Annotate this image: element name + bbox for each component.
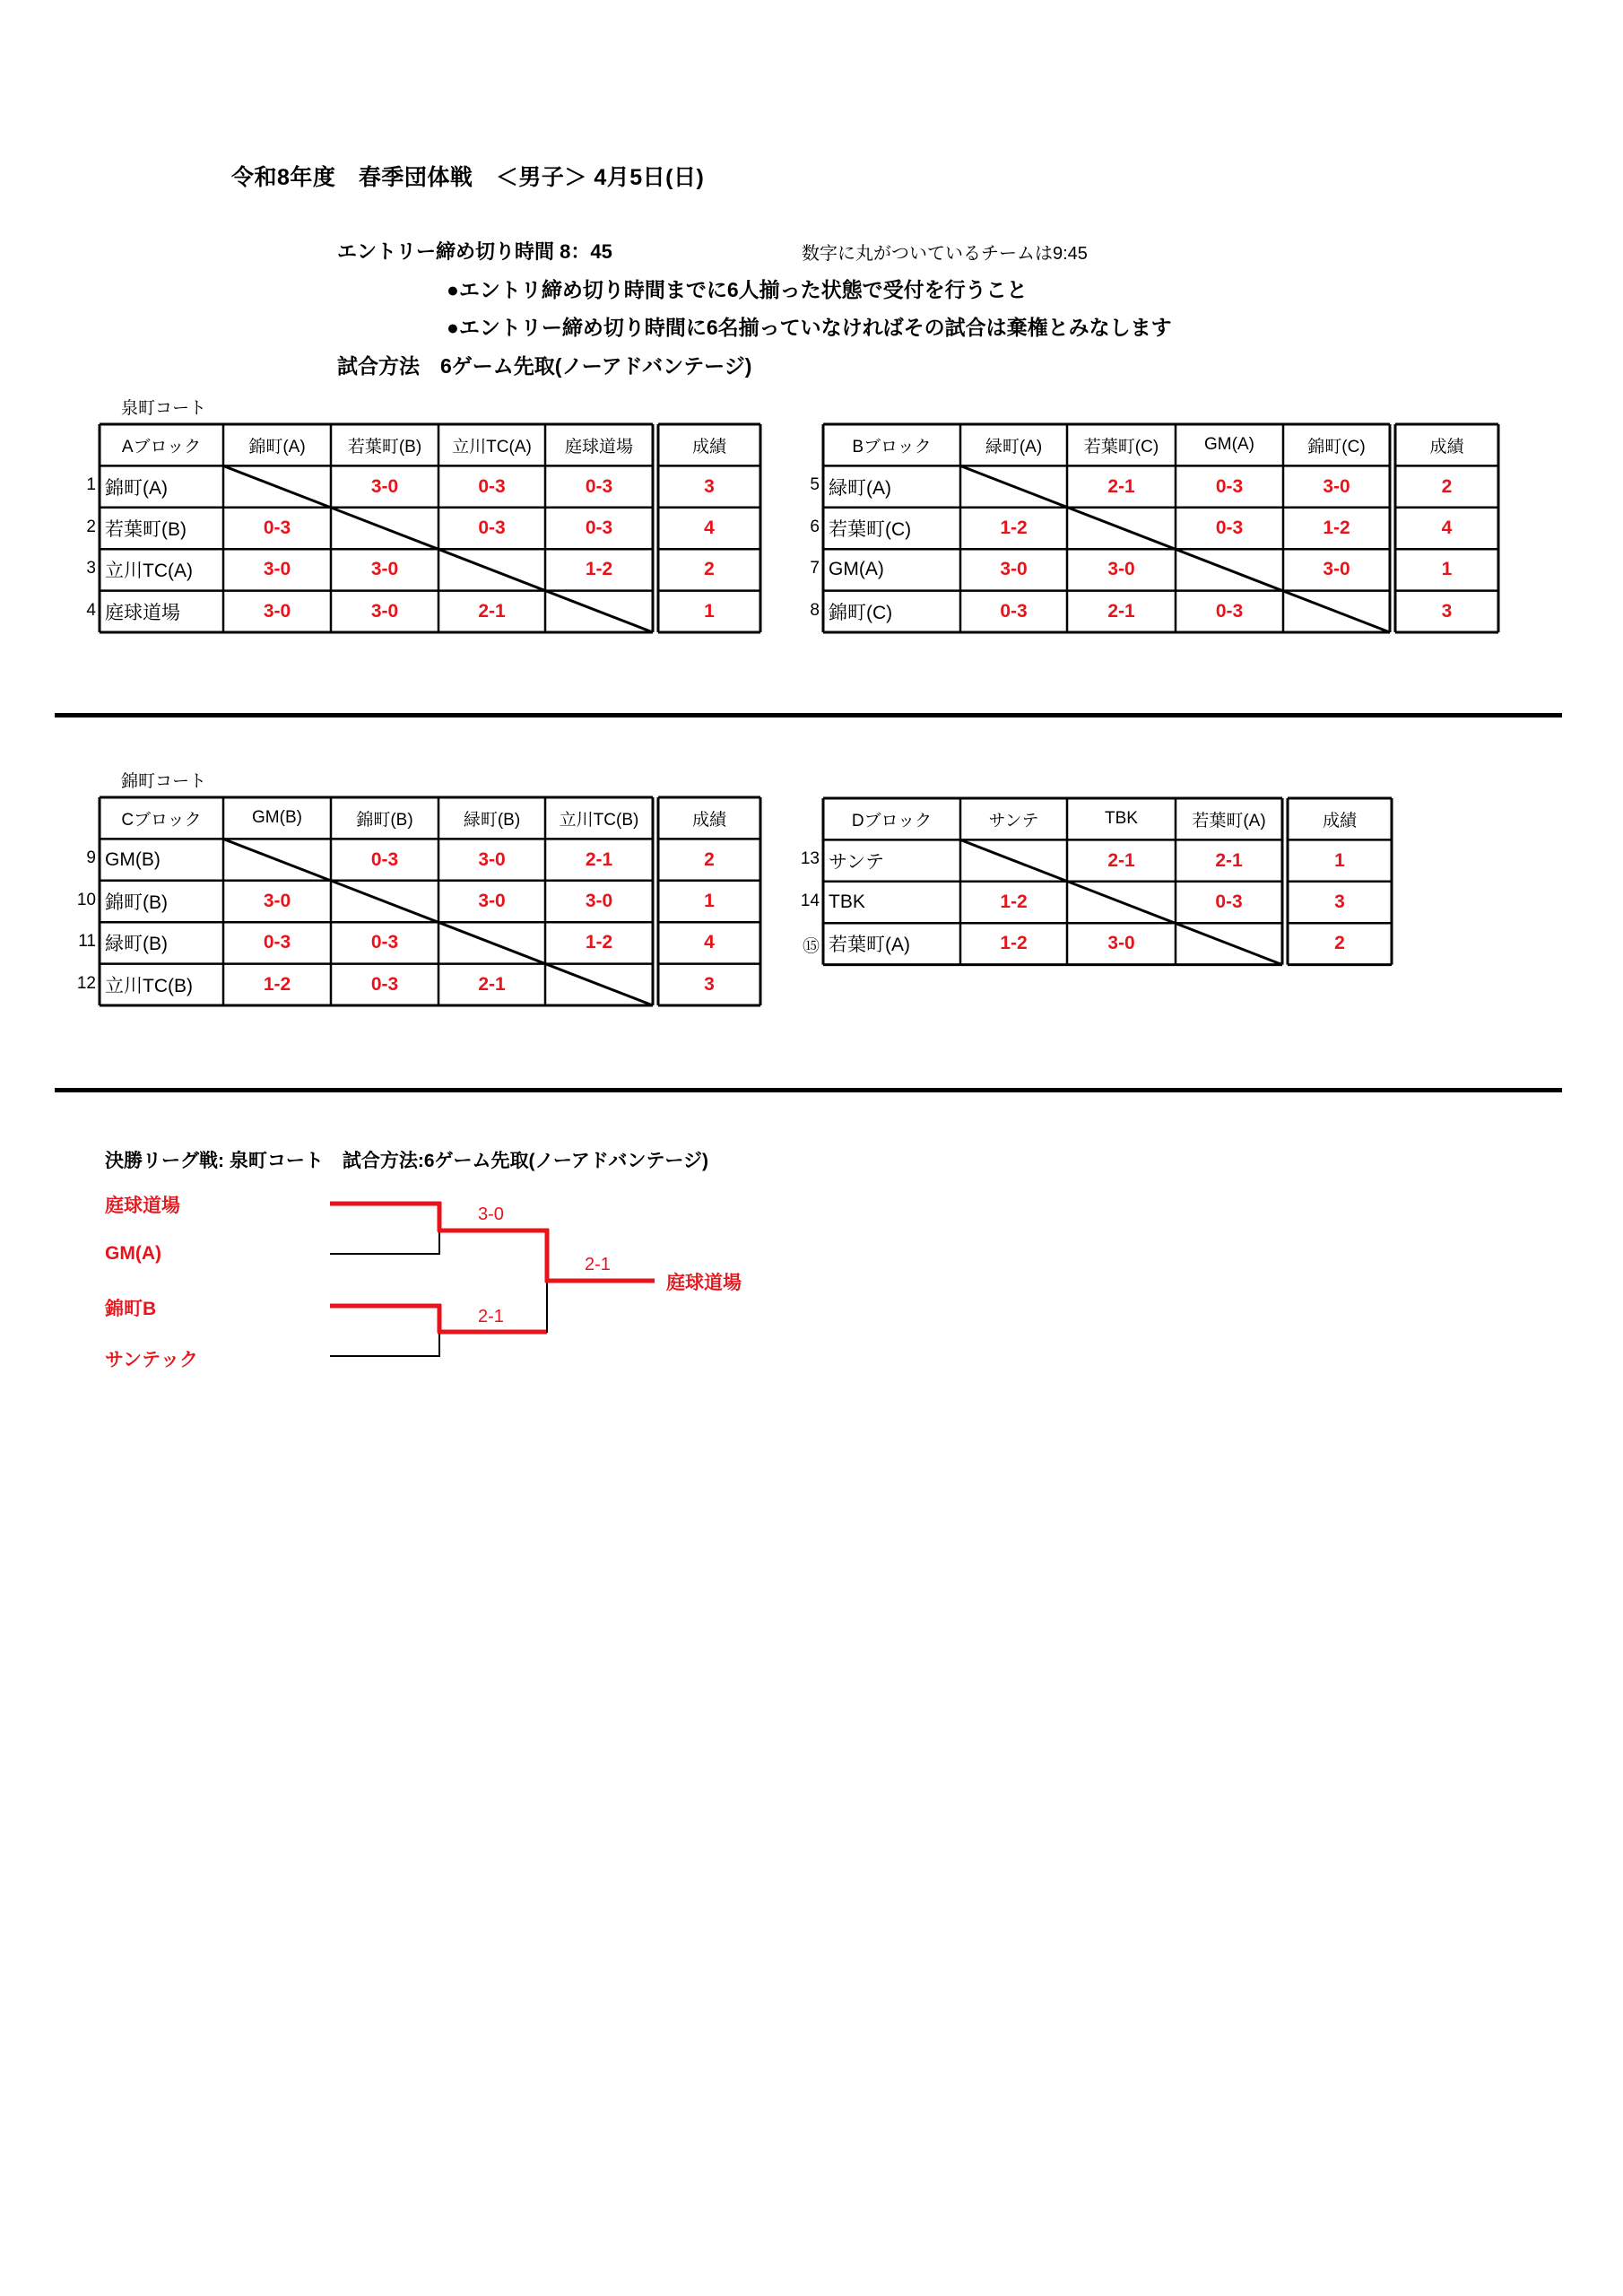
- match-score: 0-3: [263, 517, 291, 538]
- block-label: Dブロック: [851, 811, 933, 831]
- match-score: 3-0: [263, 559, 291, 580]
- team-number: 7: [810, 559, 820, 578]
- team-number: 12: [76, 973, 96, 993]
- match-score: 0-3: [1215, 891, 1243, 912]
- final-entrant: サンテック: [105, 1350, 198, 1370]
- team-name: 錦町(C): [829, 602, 893, 623]
- team-name: 若葉町(A): [829, 935, 910, 956]
- column-header: 緑町(B): [463, 810, 521, 830]
- team-name: 錦町(B): [105, 891, 168, 913]
- semifinal-2-score: 2-1: [478, 1307, 504, 1326]
- team-name: GM(B): [105, 848, 161, 870]
- team-rank: 3: [1441, 600, 1453, 622]
- match-score: 3-0: [1107, 933, 1135, 954]
- team-rank: 1: [1441, 559, 1453, 580]
- column-header: GM(B): [252, 808, 302, 828]
- block-label: Aブロック: [121, 437, 202, 457]
- team-name: 緑町(A): [829, 477, 891, 499]
- result-header: 成績: [691, 810, 726, 830]
- column-header: サンテ: [988, 811, 1039, 831]
- team-rank: 4: [704, 932, 715, 953]
- team-number: 11: [78, 932, 96, 952]
- team-rank: 1: [704, 890, 715, 911]
- match-score: 0-3: [1215, 600, 1244, 622]
- entry-deadline: エントリー締め切り時間 8：45: [337, 240, 612, 263]
- match-score: 1-2: [263, 973, 291, 995]
- match-score: 0-3: [1215, 475, 1244, 497]
- result-header: 成績: [1429, 437, 1464, 457]
- match-score: 0-3: [1215, 517, 1244, 538]
- match-score: 2-1: [1107, 475, 1135, 497]
- team-number: 5: [810, 475, 820, 495]
- team-rank: 4: [704, 517, 715, 538]
- match-score: 3-0: [585, 890, 613, 911]
- match-score: 3-0: [478, 890, 506, 911]
- team-name: 庭球道場: [105, 602, 180, 623]
- team-rank: 2: [704, 559, 715, 580]
- match-score: 3-0: [1323, 559, 1350, 580]
- column-header: 若葉町(A): [1192, 811, 1266, 831]
- column-header: 若葉町(C): [1083, 437, 1159, 457]
- match-score: 1-2: [585, 559, 613, 580]
- semifinal-1-score: 3-0: [478, 1205, 504, 1224]
- circled-number-note: 数字に丸がついているチームは9:45: [802, 244, 1088, 264]
- team-rank: 2: [1334, 933, 1345, 954]
- block-label: Cブロック: [121, 810, 202, 830]
- column-header: 錦町(A): [248, 437, 306, 457]
- match-score: 0-3: [1000, 600, 1028, 622]
- match-score: 3-0: [370, 559, 399, 580]
- match-score: 0-3: [370, 848, 399, 870]
- team-number: 9: [86, 848, 96, 868]
- match-score: 2-1: [478, 973, 506, 995]
- match-score: 2-1: [1215, 849, 1243, 871]
- match-score: 3-0: [1323, 475, 1350, 497]
- match-score: 2-1: [1107, 600, 1135, 622]
- team-number: 4: [86, 600, 96, 620]
- team-rank: 3: [704, 973, 715, 995]
- team-name: GM(A): [829, 559, 884, 580]
- rule-entry-six-players: ●エントリ締め切り時間までに6人揃った状態で受付を行うこと: [447, 278, 1028, 301]
- final-entrant: GM(A): [105, 1243, 161, 1264]
- match-score: 3-0: [1000, 559, 1028, 580]
- match-score: 0-3: [370, 973, 399, 995]
- team-name: 立川TC(A): [105, 561, 193, 582]
- court-label-nishikicho: 錦町コート: [121, 772, 207, 791]
- match-score: 1-2: [585, 932, 613, 953]
- column-header: GM(A): [1204, 435, 1254, 455]
- final-score: 2-1: [585, 1255, 611, 1274]
- team-rank: 1: [1334, 849, 1345, 871]
- match-score: 1-2: [1323, 517, 1350, 538]
- match-score: 3-0: [370, 475, 399, 497]
- team-rank: 3: [704, 475, 715, 497]
- match-score: 0-3: [478, 517, 506, 538]
- match-score: 3-0: [478, 848, 506, 870]
- team-rank: 3: [1334, 891, 1345, 912]
- match-score: 0-3: [370, 932, 399, 953]
- match-score: 2-1: [585, 848, 613, 870]
- match-score: 0-3: [585, 517, 613, 538]
- team-name: TBK: [829, 891, 865, 912]
- column-header: 緑町(A): [985, 437, 1043, 457]
- column-header: 若葉町(B): [347, 437, 422, 457]
- team-number: 1: [86, 475, 96, 495]
- team-name: 若葉町(B): [105, 518, 187, 540]
- match-score: 1-2: [1000, 517, 1028, 538]
- match-score: 3-0: [263, 890, 291, 911]
- match-method: 試合方法 6ゲーム先取(ノーアドバンテージ): [337, 354, 752, 378]
- match-score: 3-0: [263, 600, 291, 622]
- final-league-header: 決勝リーグ戦: 泉町コート 試合方法:6ゲーム先取(ノーアドバンテージ): [105, 1151, 708, 1171]
- team-rank: 1: [704, 600, 715, 622]
- match-score: 1-2: [1000, 933, 1028, 954]
- column-header: 錦町(C): [1307, 437, 1366, 457]
- team-name: 若葉町(C): [829, 518, 912, 540]
- column-header: 立川TC(A): [452, 437, 532, 457]
- final-entrant: 庭球道場: [105, 1196, 180, 1216]
- block-label: Bブロック: [852, 437, 932, 457]
- final-entrant: 錦町B: [105, 1299, 157, 1319]
- team-rank: 2: [704, 848, 715, 870]
- team-rank: 2: [1441, 475, 1453, 497]
- match-score: 0-3: [585, 475, 613, 497]
- result-header: 成績: [691, 437, 726, 457]
- result-header: 成績: [1322, 811, 1357, 831]
- match-score: 3-0: [370, 600, 399, 622]
- rule-forfeit: ●エントリー締め切り時間に6名揃っていなければその試合は棄権とみなします: [447, 316, 1172, 339]
- column-header: 錦町(B): [356, 810, 413, 830]
- team-name: 錦町(A): [105, 477, 168, 499]
- match-score: 0-3: [478, 475, 506, 497]
- column-header: 立川TC(B): [559, 810, 639, 830]
- team-name: サンテ: [829, 851, 884, 873]
- match-score: 2-1: [478, 600, 506, 622]
- column-header: 庭球道場: [564, 437, 633, 457]
- team-number: 2: [86, 517, 96, 536]
- page-title: 令和8年度 春季団体戦 ＜男子＞ 4月5日(日): [231, 165, 705, 190]
- team-number: 14: [800, 891, 820, 910]
- match-score: 1-2: [1000, 891, 1028, 912]
- match-score: 3-0: [1107, 559, 1135, 580]
- team-rank: 4: [1441, 517, 1453, 538]
- team-number: ⑮: [802, 937, 820, 957]
- court-label-izumicho: 泉町コート: [121, 399, 207, 418]
- team-number: 8: [810, 600, 820, 620]
- team-name: 立川TC(B): [105, 975, 193, 996]
- team-number: 13: [800, 849, 820, 869]
- team-name: 緑町(B): [105, 934, 168, 955]
- match-score: 0-3: [263, 932, 291, 953]
- team-number: 10: [76, 890, 96, 909]
- team-number: 3: [86, 559, 96, 578]
- column-header: TBK: [1105, 809, 1138, 829]
- team-number: 6: [810, 517, 820, 536]
- champion-label: 庭球道場: [666, 1273, 742, 1293]
- match-score: 2-1: [1107, 849, 1135, 871]
